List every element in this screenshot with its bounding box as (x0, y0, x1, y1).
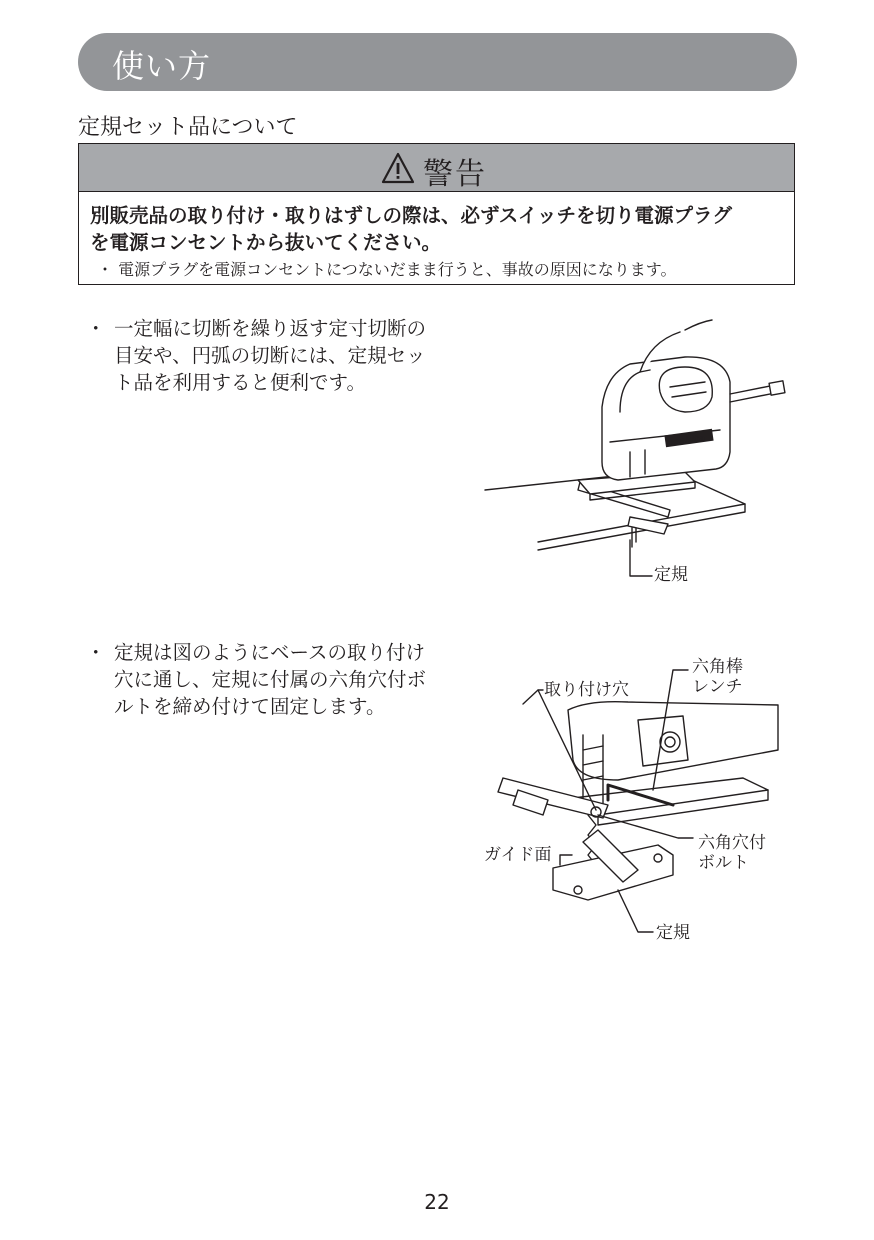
brand-logo: makita (669, 433, 706, 449)
jigsaw-body (568, 702, 778, 780)
guide-surface-label: ガイド面 (484, 845, 552, 865)
hex-wrench-label: レンチ (692, 677, 743, 697)
instruction-paragraph-2 (86, 639, 426, 720)
ruler-attachment-figure (478, 650, 798, 950)
ruler-label: 定規 (654, 565, 688, 585)
warning-note: ・ 電源プラグを電源コンセントにつないだまま行うと、事故の原因になります。 (97, 260, 677, 279)
bullet: ・ (86, 317, 106, 340)
hex-bolt-label: 六角穴付 (698, 833, 766, 853)
bullet: ・ (86, 641, 106, 664)
warning-line: を電源コンセントから抜いてください。 (90, 231, 442, 254)
subsection-title: 定規セット品について (78, 115, 298, 140)
paragraph-line: ルトを締め付けて固定します。 (114, 695, 386, 718)
mounting-hole-label: 取り付け穴 (544, 680, 629, 700)
jigsaw-figure (480, 312, 800, 597)
page-number: 22 (424, 1190, 450, 1214)
warning-line: 別販売品の取り付け・取りはずしの際は、必ずスイッチを切り電源プラグ (90, 204, 732, 227)
paragraph-line: 定規は図のようにベースの取り付け (114, 641, 426, 664)
paragraph-line: ト品を利用すると便利です。 (114, 371, 366, 394)
warning-text (90, 202, 790, 256)
warning-header (79, 144, 794, 192)
paragraph-line: 目安や、円弧の切断には、定規セッ (114, 344, 426, 367)
hex-bolt-label: ボルト (698, 853, 749, 873)
hex-wrench-label: 六角棒 (692, 657, 743, 677)
ruler-label: 定規 (656, 923, 690, 943)
warning-box (78, 143, 795, 285)
warning-triangle-icon (381, 152, 415, 184)
section-title: 使い方 (112, 47, 212, 85)
section-header (78, 33, 797, 91)
instruction-paragraph-1 (86, 315, 426, 396)
paragraph-line: 一定幅に切断を繰り返す定寸切断の (114, 317, 427, 340)
paragraph-line: 穴に通し、定規に付属の六角穴付ボ (114, 668, 427, 691)
warning-word: 警告 (423, 157, 487, 192)
